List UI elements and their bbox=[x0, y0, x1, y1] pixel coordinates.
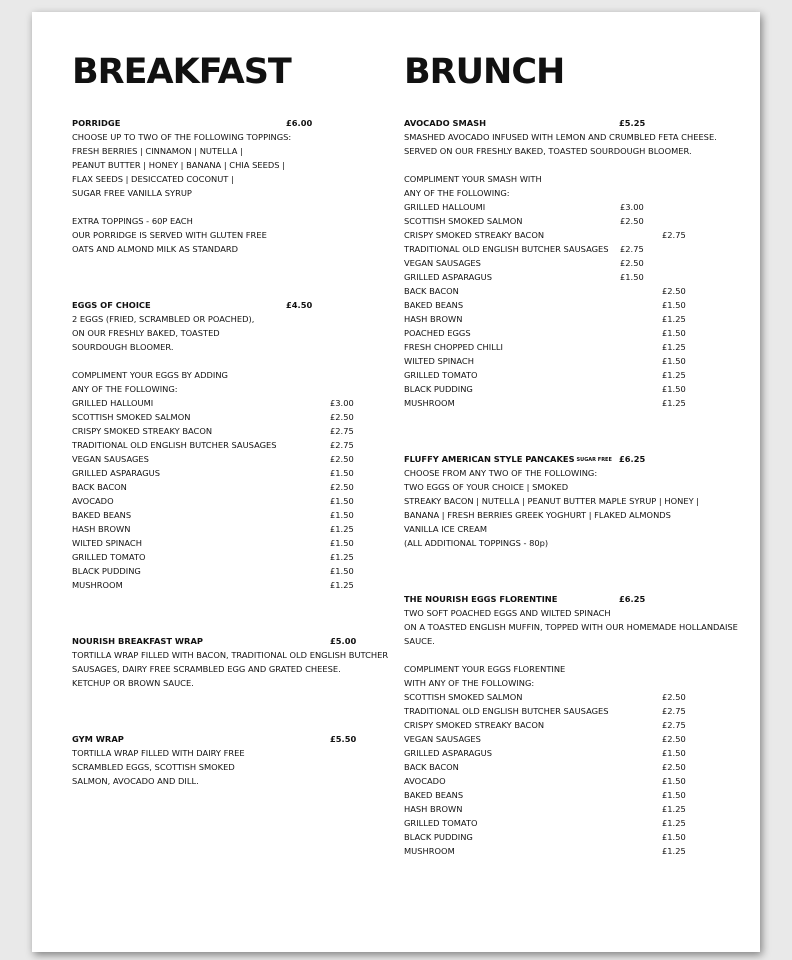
item-price: £6.25 bbox=[619, 454, 646, 464]
addon-price: £2.50 bbox=[330, 482, 354, 492]
addon-row bbox=[72, 396, 364, 410]
description-line: ON A TOASTED ENGLISH MUFFIN, TOPPED WITH OUR HOMEMADE HOLLANDAISE bbox=[404, 622, 738, 632]
addon-name: WILTED SPINACH bbox=[72, 538, 142, 548]
addon-name: TRADITIONAL OLD ENGLISH BUTCHER SAUSAGES bbox=[404, 706, 609, 716]
eggs-title-row bbox=[72, 298, 364, 312]
description-line: ANY OF THE FOLLOWING: bbox=[72, 384, 178, 394]
description-line: SMASHED AVOCADO INFUSED WITH LEMON AND CRUMBLED FETA CHEESE. bbox=[404, 132, 717, 142]
nourish-wrap-title-row bbox=[72, 634, 364, 648]
addon-row bbox=[404, 816, 722, 830]
addon-price: £1.25 bbox=[330, 552, 354, 562]
addon-name: GRILLED TOMATO bbox=[404, 818, 478, 828]
addon-row bbox=[72, 508, 364, 522]
addon-price: £1.50 bbox=[662, 328, 686, 338]
addon-price: £2.75 bbox=[662, 720, 686, 730]
addon-row bbox=[404, 788, 722, 802]
addon-price: £1.25 bbox=[330, 524, 354, 534]
description-line: BANANA | FRESH BERRIES GREEK YOGHURT | FLAKED ALMONDS bbox=[404, 510, 671, 520]
item-description bbox=[72, 746, 364, 788]
breakfast-column bbox=[72, 116, 389, 788]
addon-name: GRILLED HALLOUMI bbox=[404, 202, 486, 212]
description-line: FLAX SEEDS | DESICCATED COCONUT | bbox=[72, 174, 234, 184]
description-line: FRESH BERRIES | CINNAMON | NUTELLA | bbox=[72, 146, 243, 156]
menu-page bbox=[32, 12, 760, 952]
addon-name: AVOCADO bbox=[72, 496, 114, 506]
addon-name: GRILLED ASPARAGUS bbox=[404, 748, 492, 758]
addon-list bbox=[72, 396, 364, 592]
addon-name: GRILLED ASPARAGUS bbox=[72, 468, 160, 478]
description-line: KETCHUP OR BROWN SAUCE. bbox=[72, 678, 194, 688]
addon-price: £2.50 bbox=[620, 216, 644, 226]
addon-price: £2.50 bbox=[620, 258, 644, 268]
addon-row bbox=[404, 298, 722, 312]
description-line: COMPLIMENT YOUR SMASH WITH bbox=[404, 174, 542, 184]
addon-row bbox=[404, 774, 722, 788]
addon-name: GRILLED ASPARAGUS bbox=[404, 272, 492, 282]
addon-price: £2.75 bbox=[620, 244, 644, 254]
addon-name: VEGAN SAUSAGES bbox=[404, 258, 481, 268]
addon-price: £1.50 bbox=[330, 468, 354, 478]
item-title: EGGS OF CHOICE bbox=[72, 300, 151, 310]
addon-price: £1.25 bbox=[662, 370, 686, 380]
florentine-section bbox=[404, 592, 738, 858]
addon-price: £1.50 bbox=[662, 776, 686, 786]
avocado-smash-section bbox=[404, 116, 722, 410]
addon-row bbox=[72, 466, 364, 480]
addon-price: £1.25 bbox=[662, 804, 686, 814]
item-title: AVOCADO SMASH bbox=[404, 118, 487, 128]
addon-row bbox=[404, 284, 722, 298]
description-line: COMPLIMENT YOUR EGGS FLORENTINE bbox=[404, 664, 566, 674]
addon-price: £3.00 bbox=[330, 398, 354, 408]
blank-line bbox=[72, 200, 364, 214]
item-description bbox=[72, 130, 364, 256]
porridge-section bbox=[72, 116, 364, 256]
addon-price: £2.50 bbox=[662, 286, 686, 296]
description-line: OUR PORRIDGE IS SERVED WITH GLUTEN FREE bbox=[72, 230, 267, 240]
addon-row bbox=[404, 326, 722, 340]
addon-name: SCOTTISH SMOKED SALMON bbox=[72, 412, 191, 422]
addon-name: POACHED EGGS bbox=[404, 328, 471, 338]
item-description bbox=[404, 606, 738, 690]
addon-list bbox=[404, 200, 722, 410]
description-line: TWO SOFT POACHED EGGS AND WILTED SPINACH bbox=[404, 608, 611, 618]
addon-price: £1.50 bbox=[330, 538, 354, 548]
avocado-title-row bbox=[404, 116, 722, 130]
addon-row bbox=[404, 382, 722, 396]
addon-name: SCOTTISH SMOKED SALMON bbox=[404, 692, 523, 702]
addon-row bbox=[404, 256, 722, 270]
description-line: EXTRA TOPPINGS - 60P EACH bbox=[72, 216, 193, 226]
addon-row bbox=[72, 536, 364, 550]
addon-name: CRISPY SMOKED STREAKY BACON bbox=[72, 426, 213, 436]
addon-name: TRADITIONAL OLD ENGLISH BUTCHER SAUSAGES bbox=[404, 244, 609, 254]
addon-price: £2.75 bbox=[662, 706, 686, 716]
addon-row bbox=[72, 564, 364, 578]
description-line: (ALL ADDITIONAL TOPPINGS - 80p) bbox=[404, 538, 549, 548]
addon-row bbox=[72, 480, 364, 494]
addon-row bbox=[404, 270, 722, 284]
item-price: £5.00 bbox=[330, 636, 357, 646]
addon-row bbox=[404, 200, 722, 214]
addon-price: £2.50 bbox=[662, 762, 686, 772]
description-line: OATS AND ALMOND MILK AS STANDARD bbox=[72, 244, 239, 254]
addon-row bbox=[404, 242, 722, 256]
addon-row bbox=[404, 830, 722, 844]
nourish-wrap-section bbox=[72, 634, 389, 690]
description-line: ON OUR FRESHLY BAKED, TOASTED bbox=[72, 328, 220, 338]
addon-price: £1.50 bbox=[662, 748, 686, 758]
gym-wrap-title-row bbox=[72, 732, 364, 746]
item-title: FLUFFY AMERICAN STYLE PANCAKES bbox=[404, 454, 575, 464]
sugar-free-tag: SUGAR FREE bbox=[576, 457, 612, 463]
addon-row bbox=[404, 732, 722, 746]
addon-name: MUSHROOM bbox=[404, 846, 455, 856]
addon-row bbox=[72, 494, 364, 508]
description-line: COMPLIMENT YOUR EGGS BY ADDING bbox=[72, 370, 228, 380]
blank-line bbox=[404, 648, 722, 662]
addon-row bbox=[72, 550, 364, 564]
addon-name: WILTED SPINACH bbox=[404, 356, 474, 366]
addon-price: £2.50 bbox=[330, 412, 354, 422]
gym-wrap-section bbox=[72, 732, 364, 788]
description-line: WITH ANY OF THE FOLLOWING: bbox=[404, 678, 535, 688]
addon-price: £1.50 bbox=[620, 272, 644, 282]
addon-row bbox=[404, 396, 722, 410]
description-line: SAUSAGES, DAIRY FREE SCRAMBLED EGG AND GRATED CHEESE. bbox=[72, 664, 341, 674]
description-line: 2 EGGS (FRIED, SCRAMBLED OR POACHED), bbox=[72, 314, 255, 324]
addon-row bbox=[404, 746, 722, 760]
addon-price: £3.00 bbox=[620, 202, 644, 212]
description-line: ANY OF THE FOLLOWING: bbox=[404, 188, 510, 198]
addon-name: BACK BACON bbox=[404, 286, 459, 296]
addon-row bbox=[404, 802, 722, 816]
addon-row bbox=[404, 354, 722, 368]
addon-row bbox=[404, 214, 722, 228]
addon-row bbox=[404, 718, 722, 732]
description-line: SOURDOUGH BLOOMER. bbox=[72, 342, 174, 352]
addon-name: BLACK PUDDING bbox=[404, 832, 473, 842]
addon-name: SCOTTISH SMOKED SALMON bbox=[404, 216, 523, 226]
pancakes-title-row bbox=[404, 452, 722, 466]
addon-row bbox=[72, 438, 364, 452]
pancakes-section bbox=[404, 452, 722, 550]
addon-name: BAKED BEANS bbox=[404, 300, 464, 310]
item-title: NOURISH BREAKFAST WRAP bbox=[72, 636, 203, 646]
item-description bbox=[72, 312, 364, 396]
description-line: CHOOSE FROM ANY TWO OF THE FOLLOWING: bbox=[404, 468, 598, 478]
addon-row bbox=[404, 690, 722, 704]
blank-line bbox=[404, 158, 722, 172]
addon-name: BLACK PUDDING bbox=[404, 384, 473, 394]
addon-name: MUSHROOM bbox=[72, 580, 123, 590]
addon-row bbox=[404, 340, 722, 354]
description-line: STREAKY BACON | NUTELLA | PEANUT BUTTER MAPLE SYRUP | HONEY | bbox=[404, 496, 700, 506]
addon-price: £2.75 bbox=[662, 230, 686, 240]
addon-price: £1.50 bbox=[330, 566, 354, 576]
item-description bbox=[72, 648, 389, 690]
addon-price: £1.25 bbox=[662, 398, 686, 408]
addon-price: £1.25 bbox=[330, 580, 354, 590]
description-line: PEANUT BUTTER | HONEY | BANANA | CHIA SEEDS | bbox=[72, 160, 285, 170]
eggs-section bbox=[72, 298, 364, 592]
addon-price: £1.25 bbox=[662, 342, 686, 352]
addon-row bbox=[72, 522, 364, 536]
addon-row bbox=[404, 312, 722, 326]
item-title: THE NOURISH EGGS FLORENTINE bbox=[404, 594, 558, 604]
addon-price: £1.50 bbox=[662, 384, 686, 394]
brunch-column bbox=[404, 116, 738, 858]
addon-list bbox=[404, 690, 722, 858]
item-title: GYM WRAP bbox=[72, 734, 124, 744]
blank-line bbox=[72, 354, 364, 368]
addon-price: £1.25 bbox=[662, 818, 686, 828]
addon-name: TRADITIONAL OLD ENGLISH BUTCHER SAUSAGES bbox=[72, 440, 277, 450]
addon-row bbox=[404, 844, 722, 858]
addon-price: £1.50 bbox=[662, 790, 686, 800]
item-price: £5.50 bbox=[330, 734, 357, 744]
item-price: £4.50 bbox=[286, 300, 313, 310]
addon-row bbox=[72, 424, 364, 438]
addon-name: HASH BROWN bbox=[404, 804, 463, 814]
description-line: TORTILLA WRAP FILLED WITH BACON, TRADITIONAL OLD ENGLISH BUTCHER bbox=[72, 650, 389, 660]
addon-name: GRILLED TOMATO bbox=[72, 552, 146, 562]
brunch-heading: BRUNCH bbox=[404, 52, 565, 92]
addon-row bbox=[404, 368, 722, 382]
addon-name: BACK BACON bbox=[72, 482, 127, 492]
porridge-title-row bbox=[72, 116, 364, 130]
addon-price: £1.25 bbox=[662, 314, 686, 324]
addon-name: BAKED BEANS bbox=[404, 790, 464, 800]
description-line: SERVED ON OUR FRESHLY BAKED, TOASTED SOURDOUGH BLOOMER. bbox=[404, 146, 692, 156]
description-line: SUGAR FREE VANILLA SYRUP bbox=[72, 188, 192, 198]
addon-row bbox=[72, 410, 364, 424]
addon-price: £1.50 bbox=[662, 356, 686, 366]
addon-name: AVOCADO bbox=[404, 776, 446, 786]
description-line: CHOOSE UP TO TWO OF THE FOLLOWING TOPPINGS: bbox=[72, 132, 292, 142]
addon-price: £1.50 bbox=[662, 832, 686, 842]
addon-name: VEGAN SAUSAGES bbox=[404, 734, 481, 744]
addon-name: GRILLED HALLOUMI bbox=[72, 398, 154, 408]
item-price: £5.25 bbox=[619, 118, 646, 128]
addon-row bbox=[72, 578, 364, 592]
description-line: SALMON, AVOCADO AND DILL. bbox=[72, 776, 199, 786]
item-description bbox=[404, 466, 722, 550]
breakfast-heading: BREAKFAST bbox=[72, 52, 291, 92]
description-line: TORTILLA WRAP FILLED WITH DAIRY FREE bbox=[72, 748, 245, 758]
description-line: SCRAMBLED EGGS, SCOTTISH SMOKED bbox=[72, 762, 235, 772]
addon-row bbox=[404, 704, 722, 718]
addon-name: BAKED BEANS bbox=[72, 510, 132, 520]
addon-price: £1.50 bbox=[662, 300, 686, 310]
description-line: SAUCE. bbox=[404, 636, 435, 646]
addon-name: HASH BROWN bbox=[404, 314, 463, 324]
addon-name: FRESH CHOPPED CHILLI bbox=[404, 342, 503, 352]
addon-name: BLACK PUDDING bbox=[72, 566, 141, 576]
addon-price: £2.50 bbox=[330, 454, 354, 464]
item-price: £6.00 bbox=[286, 118, 313, 128]
addon-name: GRILLED TOMATO bbox=[404, 370, 478, 380]
addon-price: £1.50 bbox=[330, 496, 354, 506]
item-description bbox=[404, 130, 722, 200]
item-title: PORRIDGE bbox=[72, 118, 121, 128]
addon-row bbox=[404, 228, 722, 242]
addon-price: £2.75 bbox=[330, 440, 354, 450]
addon-row bbox=[404, 760, 722, 774]
addon-name: HASH BROWN bbox=[72, 524, 131, 534]
item-price: £6.25 bbox=[619, 594, 646, 604]
addon-name: VEGAN SAUSAGES bbox=[72, 454, 149, 464]
addon-price: £1.25 bbox=[662, 846, 686, 856]
addon-price: £1.50 bbox=[330, 510, 354, 520]
addon-name: CRISPY SMOKED STREAKY BACON bbox=[404, 230, 545, 240]
description-line: TWO EGGS OF YOUR CHOICE | SMOKED bbox=[404, 482, 569, 492]
addon-price: £2.75 bbox=[330, 426, 354, 436]
addon-price: £2.50 bbox=[662, 734, 686, 744]
addon-name: CRISPY SMOKED STREAKY BACON bbox=[404, 720, 545, 730]
addon-name: MUSHROOM bbox=[404, 398, 455, 408]
addon-name: BACK BACON bbox=[404, 762, 459, 772]
addon-row bbox=[72, 452, 364, 466]
florentine-title-row bbox=[404, 592, 722, 606]
addon-price: £2.50 bbox=[662, 692, 686, 702]
description-line: VANILLA ICE CREAM bbox=[404, 524, 487, 534]
